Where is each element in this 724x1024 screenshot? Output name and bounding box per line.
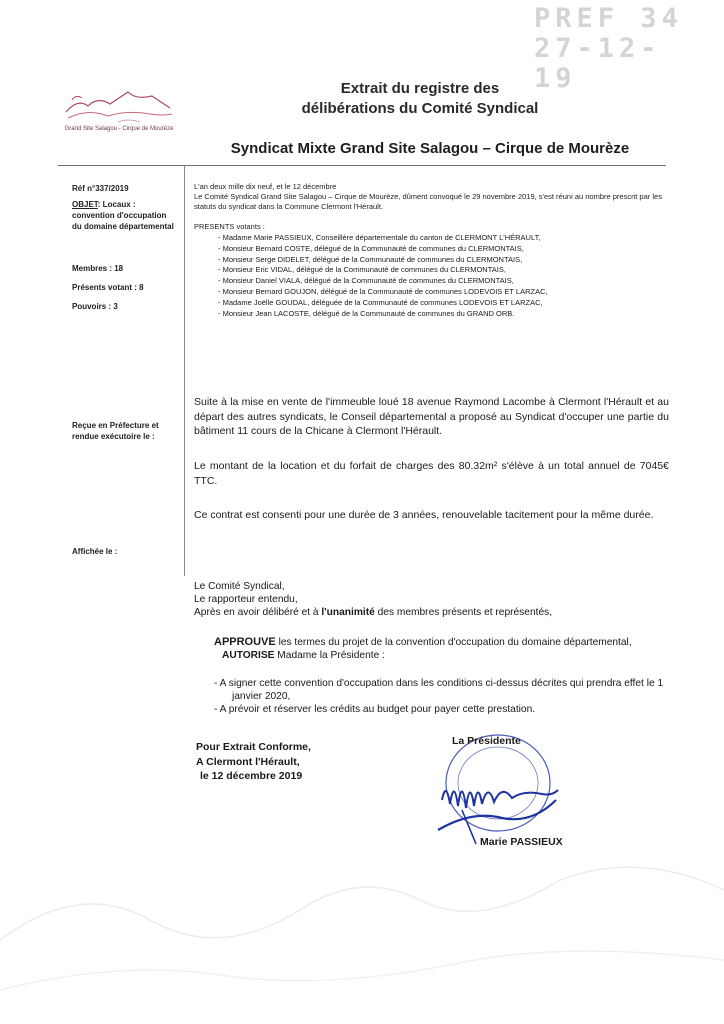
autorise-text: Madame la Présidente :	[274, 650, 385, 661]
pour-line1: Pour Extrait Conforme,	[196, 741, 311, 753]
closing-line2: Le rapporteur entendu,	[194, 594, 298, 605]
pour-extrait-block	[196, 740, 311, 784]
meeting-convocation: Le Comité Syndical Grand Site Salagou – Cirque de Mourèze, dûment convoqué le 29 novembre 2019, s'est réuni au nombre prescrit par les statuts du syndicat dans la Commune Clermont l'Hérault.	[194, 192, 662, 211]
list-item: - Monsieur Serge DIDELET, délégué de la Communauté de communes du CLERMONTAIS,	[218, 254, 523, 264]
reference-number: Réf n°337/2019	[72, 184, 129, 193]
presents-title: PRESENTS votants :	[194, 222, 265, 231]
sidebar-divider	[184, 166, 185, 576]
list-item: - Monsieur Daniel VIALA, délégué de la Communauté de communes du CLERMONTAIS,	[218, 276, 514, 286]
approuve-label: APPROUVE	[214, 636, 276, 648]
closing-line3	[194, 606, 664, 619]
body-paragraph-2: Le montant de la location et du forfait de charges des 80.32m² s'élève à un total annuel de 7045€ TTC.	[194, 460, 669, 487]
objet-label: OBJET	[72, 200, 98, 209]
body-paragraph-3: Ce contrat est consenti pour une durée de 3 années, renouvelable tacitement pour la même durée.	[194, 509, 654, 521]
document-title-line1: Extrait du registre des	[340, 80, 500, 97]
stamp-line1: PREF 34	[534, 3, 683, 34]
list-item: - A prévoir et réserver les crédits au budget pour payer cette prestation.	[214, 704, 536, 715]
document-title-line2: délibérations du Comité Syndical	[301, 100, 539, 117]
background-landscape	[0, 760, 724, 1024]
closing-block	[194, 580, 664, 619]
closing-line1: Le Comité Syndical,	[194, 581, 285, 592]
objet-block	[72, 199, 178, 232]
meeting-date: L'an deux mille dix neuf, et le 12 décembre	[194, 182, 337, 191]
affichee-label: Affichée le :	[72, 547, 118, 556]
pour-line3: le 12 décembre 2019	[200, 770, 303, 782]
logo-caption: Grand Site Salagou - Cirque de Mourèze	[64, 126, 174, 132]
body-paragraph-1: Suite à la mise en vente de l'immeuble loué 18 avenue Raymond Lacombe à Clermont l'Hérault et au départ des autres syndicats, le Conseil départemental a proposé au Syndicat d'occuper une partie du bâtiment 11 cours de la Chicane à Clermont l'Hérault.	[194, 396, 669, 437]
autorise-line	[214, 649, 664, 662]
meeting-intro	[194, 182, 664, 212]
pour-line2: A Clermont l'Hérault,	[196, 755, 300, 768]
objet-text: : Locaux : convention d'occupation du domaine départemental	[72, 200, 174, 231]
decision-block	[214, 636, 664, 662]
list-item: - Monsieur Jean LACOSTE, délégué de la Communauté de communes du GRAND ORB.	[218, 308, 515, 318]
syndicat-title: Syndicat Mixte Grand Site Salagou – Cirque de Mourèze	[230, 140, 630, 157]
autorise-label: AUTORISE	[222, 650, 275, 661]
presents-count: Présents votant : 8	[72, 283, 144, 292]
header-divider	[58, 165, 666, 166]
unanimite-text: l'unanimité	[321, 607, 375, 618]
signatory-name: Marie PASSIEUX	[480, 836, 563, 848]
list-item: - Madame Marie PASSIEUX, Conseillère départementale du canton de CLERMONT L'HÉRAULT,	[218, 233, 541, 242]
approuve-line	[214, 636, 664, 649]
list-item: - A signer cette convention d'occupation dans les conditions ci-dessus décrites qui prendra effet le 1 janvier 2020,	[214, 678, 664, 702]
stamp-line2: 27-12-19	[534, 33, 662, 94]
signatory-role: La Présidente	[452, 735, 521, 747]
list-item: - Madame Joëlle GOUDAL, déléguée de la Communauté de communes LODEVOIS ET LARZAC,	[218, 297, 543, 307]
list-item: - Monsieur Eric VIDAL, délégué de la Communauté de communes du CLERMONTAIS,	[218, 265, 506, 275]
closing-text: Après en avoir délibéré et à	[194, 607, 322, 618]
closing-text-end: des membres présents et représentés,	[374, 607, 553, 618]
prefecture-reception: Reçue en Préfecture et rendue exécutoire le :	[72, 421, 159, 441]
membres-count: Membres : 18	[72, 264, 124, 273]
autorise-list	[214, 677, 669, 716]
list-item: - Monsieur Bernard GOUJON, délégué de la Communauté de communes LODEVOIS ET LARZAC,	[218, 286, 548, 296]
pouvoirs-count: Pouvoirs : 3	[72, 302, 118, 311]
approuve-text: les termes du projet de la convention d'occupation du domaine départemental,	[275, 637, 632, 648]
presents-list	[218, 233, 658, 319]
list-item: - Monsieur Bernard COSTE, délégué de la Communauté de communes du CLERMONTAIS,	[218, 243, 524, 253]
